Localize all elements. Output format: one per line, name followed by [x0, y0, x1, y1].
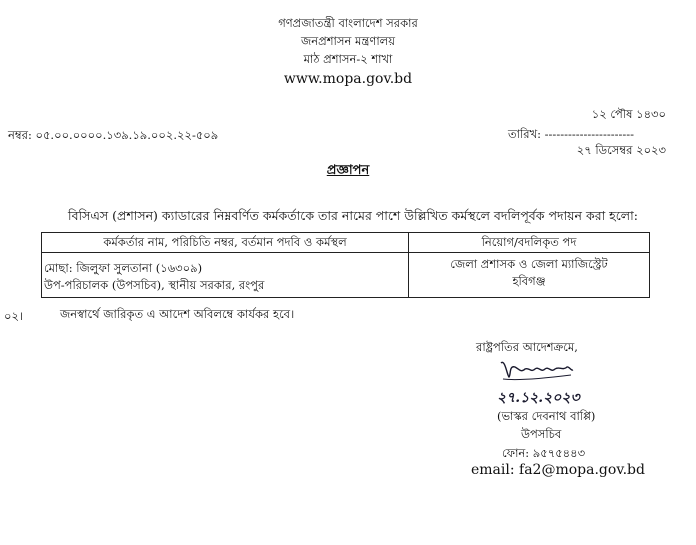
new-post: জেলা প্রশাসক ও জেলা ম্যাজিস্ট্রেট	[450, 257, 608, 271]
ministry-name: জনপ্রশাসন মন্ত্রণালয়	[301, 34, 395, 48]
signatory-name: (ভাস্কর দেবনাথ বাপ্পি)	[497, 409, 596, 423]
new-post-district: হবিগঞ্জ	[512, 274, 546, 288]
handwritten-signature	[497, 357, 577, 387]
transfer-table	[41, 232, 650, 298]
website-link[interactable]: www.mopa.gov.bd	[283, 71, 413, 87]
date-bangla: ১২ পৌষ ১৪৩০	[591, 107, 666, 121]
handwritten-date: ২৭.১২.২০২৩	[497, 390, 580, 406]
intro-paragraph: বিসিএস (প্রশাসন) ক্যাডারের নিম্নবর্ণিত কর্মকর্তাকে তার নামের পাশে উল্লিখিত কর্মস্থলে বদলিপূর্বক পদায়ন করা হলো:	[68, 208, 638, 223]
table-header-posting: নিয়োগ/বদলিকৃত পদ	[481, 235, 577, 249]
order-line: রাষ্ট্রপতির আদেশক্রমে,	[476, 340, 578, 354]
signatory-email[interactable]: email: fa2@mopa.gov.bd	[471, 462, 645, 478]
para-number: ০২।	[4, 309, 24, 323]
date-english: ২৭ ডিসেম্বর ২০২৩	[576, 143, 666, 157]
para-text: জনস্বার্থে জারিকৃত এ আদেশ অবিলম্বে কার্যকর হবে।	[60, 307, 295, 321]
officer-name: মোছা: জিলুফা সুলতানা (১৬৩০৯)	[44, 261, 203, 275]
letterhead	[0, 14, 696, 90]
section-name: মাঠ প্রশাসন-২ শাখা	[303, 52, 393, 66]
memo-number: নম্বর: ০৫.০০.০০০০.১৩৯.১৯.০০২.২২-৫০৯	[8, 128, 219, 142]
signatory-phone: ফোন: ৯৫৭৫৪৪৩	[502, 446, 586, 460]
officer-current-post: উপ-পরিচালক (উপসচিব), স্থানীয় সরকার, রংপুর	[44, 278, 265, 292]
table-header-officer: কর্মকর্তার নাম, পরিচিতি নম্বর, বর্তমান পদবি ও কর্মস্থল	[103, 235, 347, 249]
signatory-designation: উপসচিব	[521, 427, 562, 441]
notice-title: প্রজ্ঞাপন	[326, 163, 370, 178]
date-label: তারিখ: -----------------------	[508, 127, 635, 141]
govt-name: গণপ্রজাতন্ত্রী বাংলাদেশ সরকার	[278, 16, 418, 30]
